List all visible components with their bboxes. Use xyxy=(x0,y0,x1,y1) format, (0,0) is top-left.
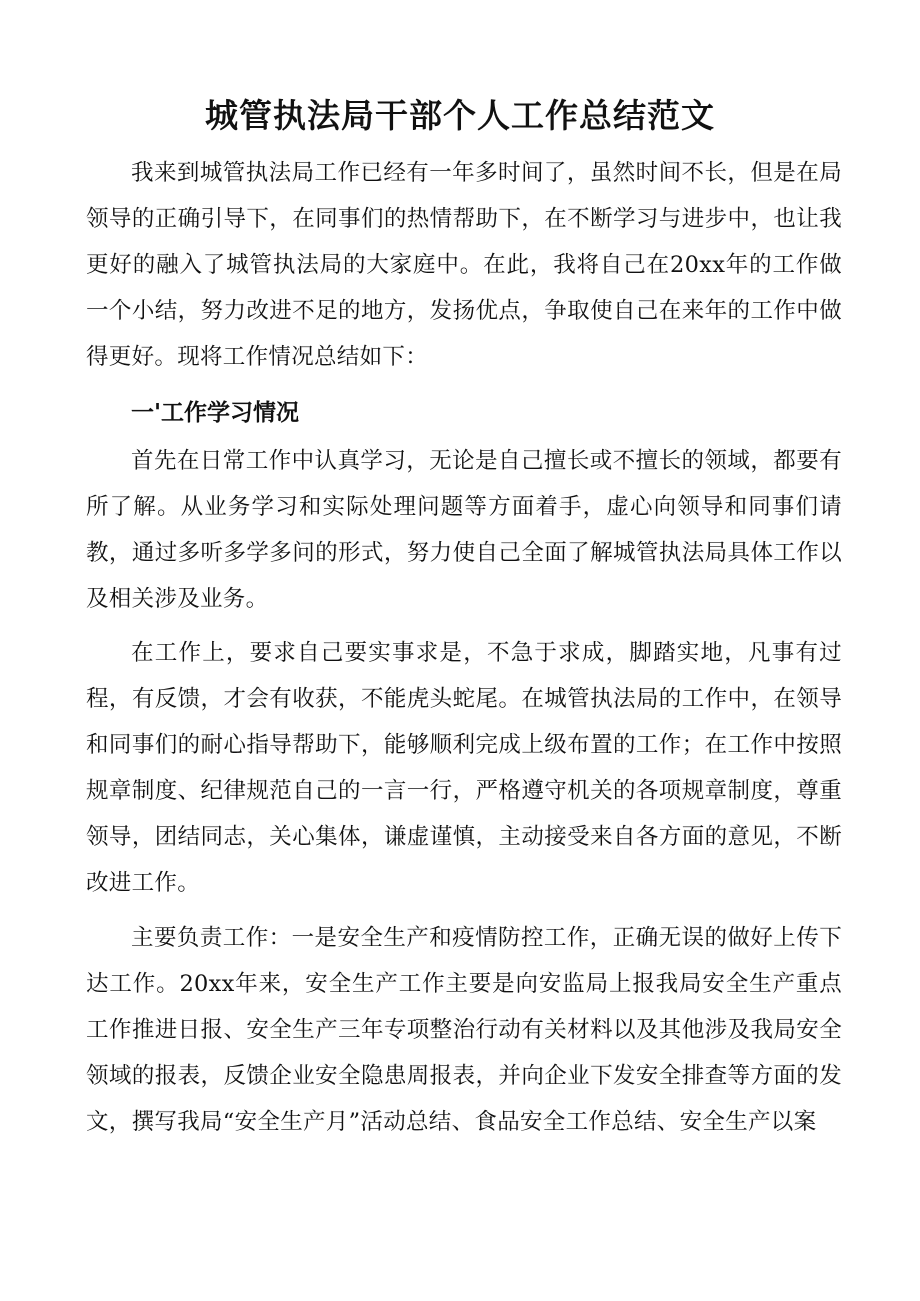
section-heading-work-study: 一'工作学习情况 xyxy=(131,400,300,426)
paragraph-main-responsibilities: 主要负责工作：一是安全生产和疫情防控工作，正确无误的做好上传下达工作。20xx年来，安全生产工作主要是向安监局上报我局安全生产重点工作推进日报、安全生产三年专项整治行动有关材料以及其他涉及我局安全领域的报表，反馈企业安全隐患周报表，并向企业下发安全排查等方面的发文，撰写我局“安全生产月”活动总结、食品安全工作总结、安全生产以案 xyxy=(86,925,842,1135)
paragraph-work-attitude: 在工作上，要求自己要实事求是，不急于求成，脚踏实地，凡事有过程，有反馈，才会有收获，不能虎头蛇尾。在城管执法局的工作中，在领导和同事们的耐心指导帮助下，能够顺利完成上级布置的工作；在工作中按照规章制度、纪律规范自己的一言一行，严格遵守机关的各项规章制度，尊重领导，团结同志，关心集体，谦虚谨慎，主动接受来自各方面的意见，不断改进工作。 xyxy=(86,640,842,896)
page-title: 城管执法局干部个人工作总结范文 xyxy=(205,96,715,135)
paragraph-daily-study: 首先在日常工作中认真学习，无论是自己擅长或不擅长的领域，都要有所了解。从业务学习和实际处理问题等方面着手，虚心向领导和同事们请教，通过多听多学多问的形式，努力使自己全面了解城管执法局具体工作以及相关涉及业务。 xyxy=(86,448,842,612)
intro-paragraph: 我来到城管执法局工作已经有一年多时间了，虽然时间不长，但是在局领导的正确引导下，在同事们的热情帮助下，在不断学习与进步中，也让我更好的融入了城管执法局的大家庭中。在此，我将自己在20xx年的工作做一个小结，努力改进不足的地方，发扬优点，争取使自己在来年的工作中做得更好。现将工作情况总结如下： xyxy=(86,160,842,370)
